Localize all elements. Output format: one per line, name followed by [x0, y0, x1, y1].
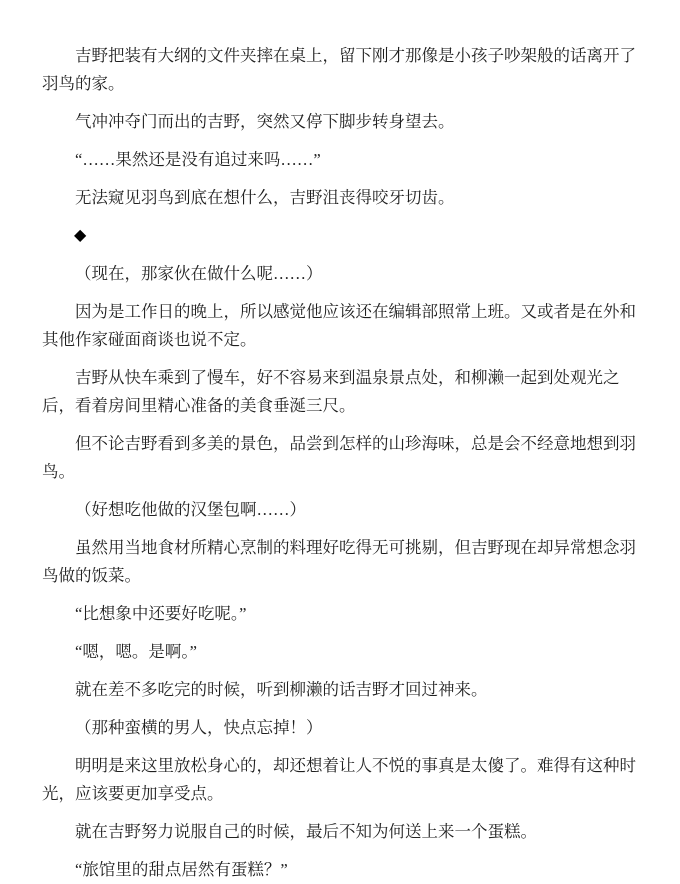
- paragraph: 明明是来这里放松身心的，却还想着让人不悦的事真是太傻了。难得有这种时光，应该要更加享受点。: [42, 756, 636, 803]
- paragraph: （现在，那家伙在做什么呢……）: [75, 264, 323, 283]
- paragraph: “比想象中还要好吃呢。”: [75, 604, 247, 623]
- paragraph: 吉野把装有大纲的文件夹摔在桌上，留下刚才那像是小孩子吵架般的话离开了羽鸟的家。: [42, 46, 636, 93]
- paragraph: 虽然用当地食材所精心烹制的料理好吃得无可挑剔，但吉野现在却异常想念羽鸟做的饭菜。: [42, 538, 636, 585]
- paragraph: 无法窥见羽鸟到底在想什么，吉野沮丧得咬牙切齿。: [75, 188, 455, 207]
- paragraph: “……果然还是没有追过来吗……”: [75, 150, 321, 169]
- section-separator-diamond-icon: ◆: [74, 227, 87, 244]
- paragraph: （好想吃他做的汉堡包啊……）: [75, 500, 306, 519]
- paragraph: （那种蛮横的男人，快点忘掉！）: [75, 718, 323, 737]
- paragraph: 吉野从快车乘到了慢车，好不容易来到温泉景点处，和柳濑一起到处观光之后，看着房间里精心准备的美食垂涎三尺。: [42, 368, 620, 415]
- paragraph: 气冲冲夺门而出的吉野，突然又停下脚步转身望去。: [75, 112, 455, 131]
- paragraph: 但不论吉野看到多美的景色，品尝到怎样的山珍海味，总是会不经意地想到羽鸟。: [42, 434, 636, 481]
- paragraph: “嗯，嗯。是啊。”: [75, 642, 197, 661]
- paragraph: 因为是工作日的晚上，所以感觉他应该还在编辑部照常上班。又或者是在外和其他作家碰面商谈也说不定。: [42, 302, 636, 349]
- paragraph: 就在差不多吃完的时候，听到柳濑的话吉野才回过神来。: [75, 680, 488, 699]
- page-body: [42, 42, 636, 884]
- paragraph: 就在吉野努力说服自己的时候，最后不知为何送上来一个蛋糕。: [75, 822, 537, 841]
- paragraph: “旅馆里的甜点居然有蛋糕？”: [75, 860, 288, 879]
